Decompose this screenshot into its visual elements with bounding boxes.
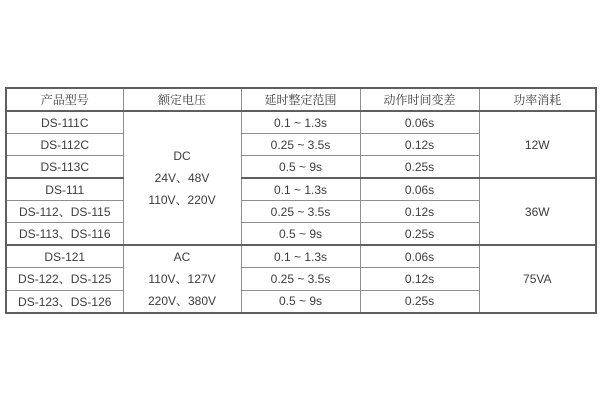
header-cell-model: 产品型号 — [6, 88, 123, 111]
header-cell-delay-setting-range: 延时整定范围 — [241, 88, 360, 111]
model-cell: DS-113C — [6, 156, 123, 179]
voltage-cell-ac — [123, 245, 241, 313]
deviation-cell: 0.12s — [360, 201, 479, 223]
delay-range-cell: 0.5 ~ 9s — [241, 223, 360, 246]
delay-range-cell: 0.1 ~ 1.3s — [241, 245, 360, 268]
header-cell-action-time-deviation: 动作时间变差 — [360, 88, 479, 111]
deviation-cell: 0.12s — [360, 134, 479, 156]
model-cell: DS-112C — [6, 134, 123, 156]
table-row — [6, 111, 596, 134]
voltage-cell-dc — [123, 111, 241, 245]
deviation-cell: 0.06s — [360, 178, 479, 201]
deviation-cell: 0.06s — [360, 245, 479, 268]
delay-range-cell: 0.1 ~ 1.3s — [241, 178, 360, 201]
model-cell: DS-112、DS-115 — [6, 201, 123, 223]
table-row — [6, 178, 596, 201]
table-row — [6, 245, 596, 268]
model-cell: DS-121 — [6, 245, 123, 268]
voltage-line: 110V、220V — [148, 193, 216, 207]
product-spec-table — [5, 87, 597, 314]
header-cell-power-consumption: 功率消耗 — [479, 88, 596, 111]
delay-range-cell: 0.1 ~ 1.3s — [241, 111, 360, 134]
delay-range-cell: 0.5 ~ 9s — [241, 290, 360, 313]
deviation-cell: 0.06s — [360, 111, 479, 134]
model-cell: DS-123、DS-126 — [6, 290, 123, 313]
model-cell: DS-122、DS-125 — [6, 268, 123, 290]
voltage-line: DC — [173, 149, 191, 163]
header-row — [6, 88, 596, 111]
power-cell-12w: 12W — [479, 111, 596, 178]
deviation-cell: 0.25s — [360, 223, 479, 246]
model-cell: DS-111C — [6, 111, 123, 134]
deviation-cell: 0.25s — [360, 156, 479, 179]
model-cell: DS-111 — [6, 178, 123, 201]
power-cell-36w: 36W — [479, 178, 596, 245]
voltage-line: 110V、127V — [148, 272, 216, 286]
model-cell: DS-113、DS-116 — [6, 223, 123, 246]
delay-range-cell: 0.5 ~ 9s — [241, 156, 360, 179]
delay-range-cell: 0.25 ~ 3.5s — [241, 268, 360, 290]
voltage-line: 220V、380V — [147, 294, 217, 308]
header-cell-rated-voltage: 额定电压 — [123, 88, 241, 111]
power-cell-75va: 75VA — [479, 245, 596, 313]
deviation-cell: 0.25s — [360, 290, 479, 313]
delay-range-cell: 0.25 ~ 3.5s — [241, 134, 360, 156]
voltage-line: 24V、48V — [154, 171, 210, 185]
voltage-line: AC — [173, 250, 191, 264]
deviation-cell: 0.12s — [360, 268, 479, 290]
delay-range-cell: 0.25 ~ 3.5s — [241, 201, 360, 223]
